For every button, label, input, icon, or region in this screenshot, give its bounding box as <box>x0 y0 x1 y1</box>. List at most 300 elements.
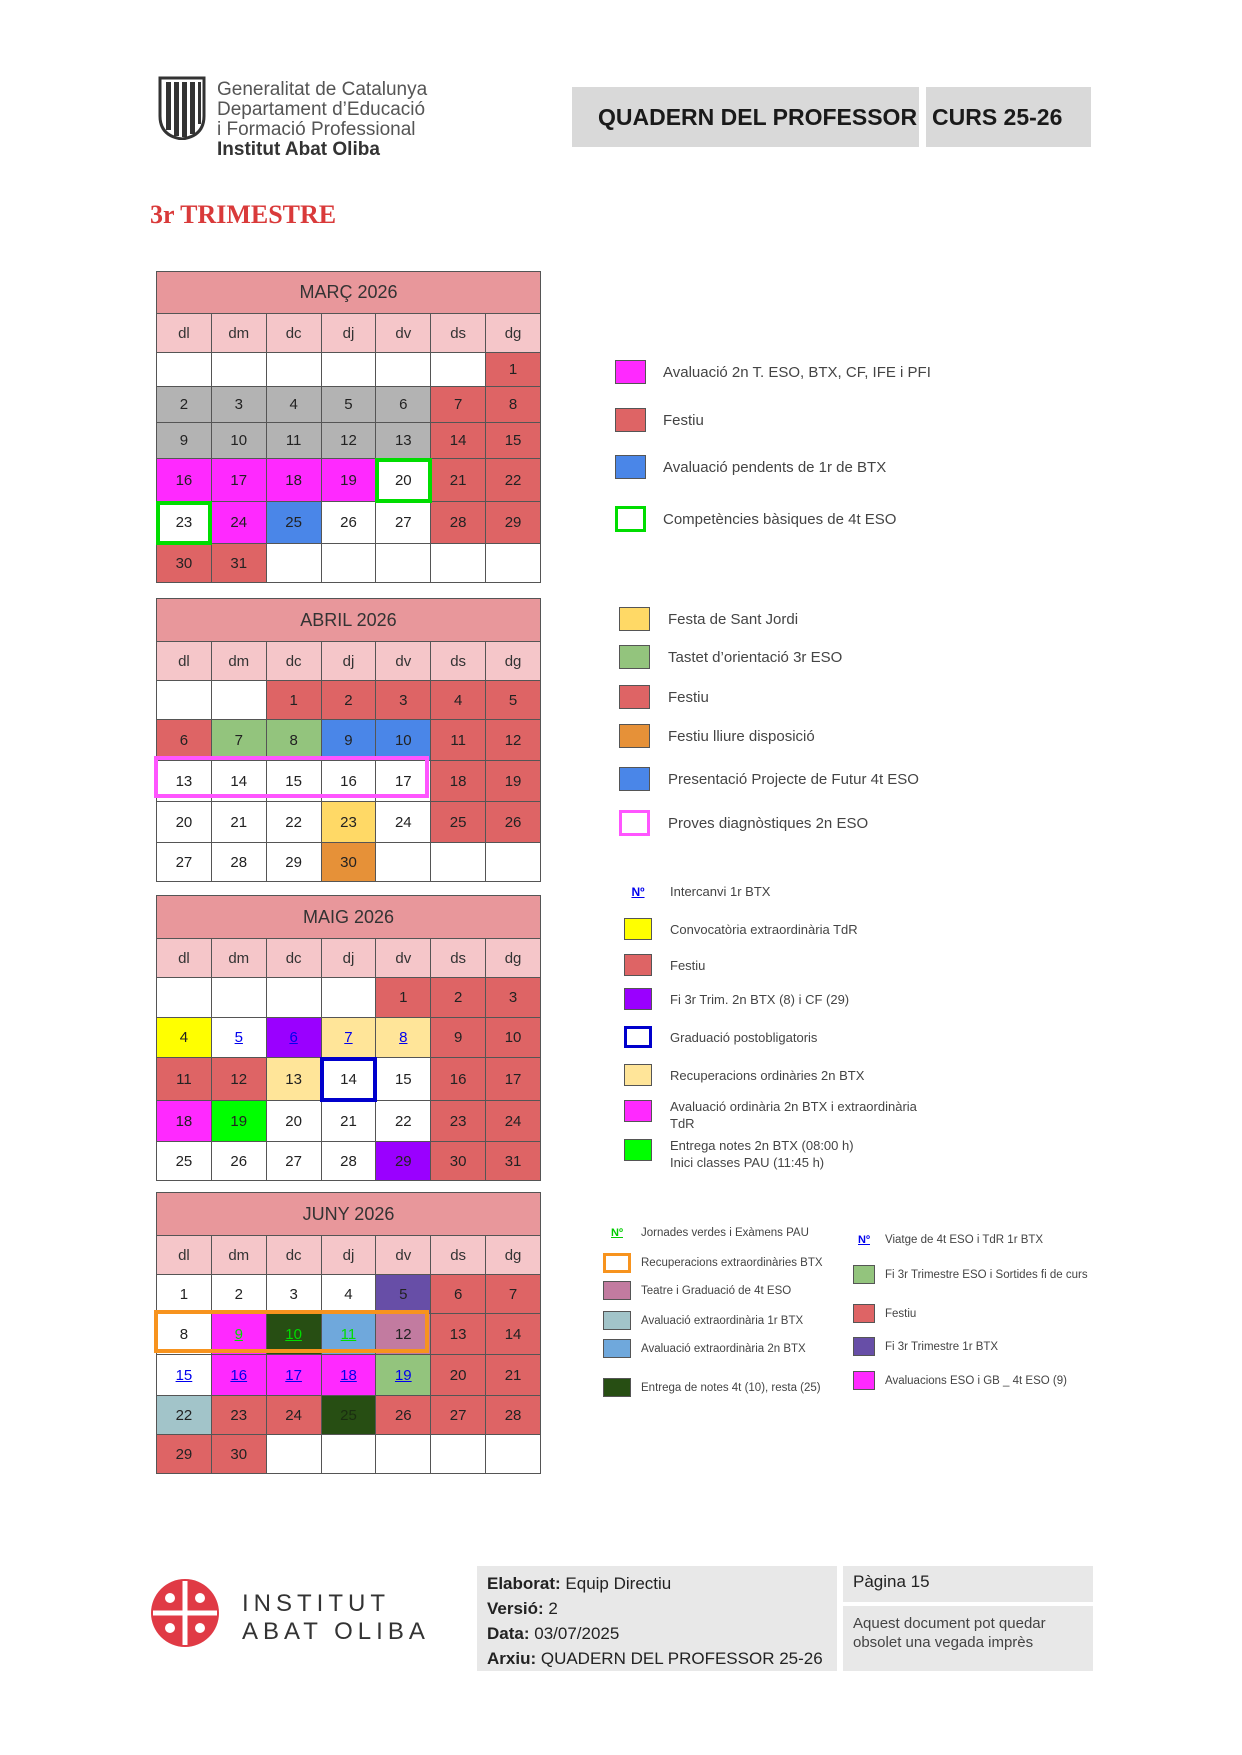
calendar-day-number: 18 <box>449 772 467 790</box>
calendar-day-cell <box>266 544 321 583</box>
legend-april-item-5 <box>619 767 919 791</box>
legend-swatch <box>615 506 646 532</box>
calendar-day-number: 17 <box>394 772 412 790</box>
legend-june-right-item-2 <box>853 1265 1088 1284</box>
legend-may-item-7 <box>624 1098 917 1132</box>
calendar-day-cell <box>431 1018 486 1058</box>
calendar-day-number: 16 <box>230 1366 248 1384</box>
calendar-day-cell <box>321 423 376 459</box>
legend-label: Proves diagnòstiques 2n ESO <box>668 814 869 832</box>
calendar-day-cell <box>211 459 266 502</box>
calendar-day-cell <box>376 1142 431 1181</box>
calendar-day-cell <box>486 1435 541 1474</box>
calendar-day-number: 30 <box>175 554 193 572</box>
weekday-header: dl <box>157 642 212 681</box>
calendar-day-cell <box>157 1142 212 1181</box>
legend-number-mark: Nº <box>858 1234 870 1246</box>
logo-line-2: Departament d’Educació <box>217 99 426 120</box>
abat-oliba-emblem-icon <box>150 1578 220 1648</box>
calendar-day-cell <box>211 1142 266 1181</box>
weekday-header: ds <box>431 1236 486 1275</box>
calendar-day-number: 29 <box>285 853 302 871</box>
calendar-day-number: 27 <box>175 853 193 871</box>
calendar-day-cell <box>266 459 321 502</box>
legend-label: Avaluació extraordinària 2n BTX <box>641 1342 806 1355</box>
legend-swatch <box>603 1281 631 1300</box>
calendar-day-cell <box>431 459 486 502</box>
calendar-day-number: 28 <box>340 1152 357 1170</box>
course-box: CURS 25-26 <box>926 87 1091 147</box>
calendar-day-cell <box>376 459 431 502</box>
legend-june-left-item-6 <box>603 1378 821 1397</box>
legend-label: Teatre i Graduació de 4t ESO <box>641 1284 792 1297</box>
calendar-day-cell <box>211 978 266 1018</box>
calendar-day-number: 9 <box>179 432 189 449</box>
footer-elaborat <box>487 1571 837 1596</box>
legend-swatch <box>603 1311 631 1330</box>
legend-may-item-5 <box>624 1026 817 1048</box>
weekday-header: ds <box>431 939 486 978</box>
legend-swatch <box>603 1253 631 1273</box>
calendar-day-number: 16 <box>449 1070 467 1088</box>
calendar-day-cell <box>211 502 266 544</box>
calendar-day-cell <box>486 1101 541 1142</box>
legend-label: Viatge de 4t ESO i TdR 1r BTX <box>885 1234 1044 1246</box>
calendar-day-cell <box>486 1142 541 1181</box>
footer-arxiu <box>487 1646 837 1671</box>
calendar-day-cell <box>266 1058 321 1101</box>
calendar-day-cell <box>431 1142 486 1181</box>
legend-swatch <box>853 1265 875 1284</box>
calendar-day-cell <box>157 1355 212 1396</box>
calendar-day-cell <box>211 423 266 459</box>
calendar-day-cell <box>157 1396 212 1435</box>
footer-data <box>487 1621 837 1646</box>
calendar-day-number: 23 <box>175 514 193 531</box>
calendar-day-number: 8 <box>289 731 298 749</box>
calendar-day-number: 23 <box>449 1112 467 1130</box>
calendar-day-cell <box>266 502 321 544</box>
calendar-day-number: 30 <box>340 853 357 871</box>
calendar-day-cell <box>431 978 486 1018</box>
calendar-day-number: 28 <box>504 1406 522 1424</box>
calendar-day-cell <box>266 1018 321 1058</box>
calendar-day-number: 10 <box>230 432 248 449</box>
calendar-day-cell <box>266 423 321 459</box>
calendar-day-number: 29 <box>394 1152 412 1170</box>
calendar-day-cell <box>266 720 321 761</box>
calendar-day-cell <box>486 1018 541 1058</box>
legend-swatch <box>624 1139 652 1161</box>
calendar-day-number: 14 <box>449 432 467 449</box>
calendar-day-cell <box>157 802 212 843</box>
calendar-day-number: 2 <box>344 691 353 709</box>
calendar-day-cell <box>211 1101 266 1142</box>
legend-swatch <box>603 1339 631 1358</box>
generalitat-logo <box>157 76 457 160</box>
legend-label: Competències bàsiques de 4t ESO <box>663 510 897 528</box>
calendar-day-number: 15 <box>504 432 522 449</box>
legend-label: Convocatòria extraordinària TdR <box>670 921 858 937</box>
calendar-day-cell <box>157 843 212 882</box>
calendar-day-number: 26 <box>230 1152 248 1170</box>
generalitat-emblem-icon <box>157 76 207 140</box>
legend-june-right-item-4 <box>853 1337 998 1356</box>
footer-versio <box>487 1596 837 1621</box>
calendar-day-cell <box>157 544 212 583</box>
calendar-day-cell <box>376 502 431 544</box>
calendar-day-number: 3 <box>508 989 518 1006</box>
calendar-day-cell <box>321 1314 376 1355</box>
legend-march-item-1 <box>615 360 931 384</box>
calendar-3 <box>156 895 541 1181</box>
calendar-day-number: 7 <box>453 396 463 413</box>
calendar-day-number: 6 <box>453 1285 463 1303</box>
calendar-day-number: 2 <box>179 396 189 413</box>
calendar-day-cell <box>266 1355 321 1396</box>
calendar-day-cell <box>266 978 321 1018</box>
legend-label: Avaluació extraordinària 1r BTX <box>641 1314 804 1327</box>
legend-label: Festa de Sant Jordi <box>668 610 799 628</box>
calendar-day-number: 13 <box>449 1325 467 1343</box>
calendar-day-cell <box>266 1396 321 1435</box>
calendar-day-cell <box>211 387 266 423</box>
legend-may-item-1 <box>624 884 770 899</box>
calendar-day-cell <box>376 387 431 423</box>
weekday-header: dv <box>376 314 431 353</box>
legend-june-right-item-3 <box>853 1304 916 1323</box>
footer-note <box>843 1606 1093 1671</box>
weekday-header: dg <box>486 314 541 353</box>
calendar-day-cell <box>321 353 376 387</box>
calendar-day-number: 5 <box>344 396 353 413</box>
legend-june-left-item-3 <box>603 1281 791 1300</box>
calendar-day-number: 24 <box>394 813 412 831</box>
calendar-day-cell <box>431 1314 486 1355</box>
calendar-day-cell <box>376 423 431 459</box>
calendar-day-number: 14 <box>340 1070 357 1088</box>
legend-label: Intercanvi 1r BTX <box>670 884 771 899</box>
calendar-day-number: 31 <box>504 1152 522 1170</box>
calendar-day-number: 25 <box>285 514 302 531</box>
calendar-day-cell <box>486 353 541 387</box>
calendar-day-number: 28 <box>230 853 248 871</box>
calendar-day-cell <box>157 423 212 459</box>
weekday-header: dg <box>486 1236 541 1275</box>
calendar-day-cell <box>321 387 376 423</box>
legend-label: Fi 3r Trimestre ESO i Sortides fi de curs <box>885 1268 1088 1281</box>
calendar-day-number: 4 <box>289 396 298 413</box>
footer-data-label: Data: <box>487 1624 530 1643</box>
calendar-day-number: 10 <box>504 1029 522 1046</box>
calendar-day-cell <box>157 761 212 802</box>
calendar-day-cell <box>376 978 431 1018</box>
calendar-day-cell <box>376 1396 431 1435</box>
calendar-day-cell <box>376 544 431 583</box>
calendar-day-number: 19 <box>340 471 357 489</box>
calendar-day-number: 19 <box>504 772 522 790</box>
calendar-day-cell <box>157 1101 212 1142</box>
weekday-header: dj <box>321 642 376 681</box>
legend-label: Avaluacions ESO i GB _ 4t ESO (9) <box>885 1374 1067 1387</box>
calendar-day-cell <box>321 459 376 502</box>
calendar-day-number: 13 <box>175 772 193 790</box>
logo-line-3: i Formació Professional <box>217 119 416 140</box>
calendar-day-cell <box>266 1101 321 1142</box>
legend-swatch <box>624 1100 652 1122</box>
calendar-day-number: 29 <box>175 1445 193 1463</box>
calendar-day-cell <box>486 387 541 423</box>
weekday-header: dm <box>211 939 266 978</box>
legend-swatch <box>615 408 646 432</box>
weekday-header: ds <box>431 314 486 353</box>
weekday-header: dv <box>376 642 431 681</box>
calendar-day-number: 24 <box>285 1406 302 1424</box>
calendar-day-cell <box>376 720 431 761</box>
weekday-header: dj <box>321 314 376 353</box>
calendar-day-cell <box>376 681 431 720</box>
calendar-day-number: 25 <box>175 1152 193 1170</box>
legend-may-item-3 <box>624 954 705 976</box>
legend-june-right-item-5 <box>853 1371 1067 1390</box>
legend-label: Fi 3r Trimestre 1r BTX <box>885 1340 999 1353</box>
calendar-day-cell <box>157 1275 212 1314</box>
calendar-day-number: 31 <box>230 554 248 572</box>
calendar-day-cell <box>211 1058 266 1101</box>
calendar-day-cell <box>486 761 541 802</box>
weekday-header: dg <box>486 642 541 681</box>
calendar-day-cell <box>376 1275 431 1314</box>
calendar-day-cell <box>431 720 486 761</box>
calendar-day-number: 12 <box>504 731 522 749</box>
legend-number-mark: Nº <box>631 884 645 899</box>
calendar-day-cell <box>157 387 212 423</box>
calendar-day-number: 26 <box>394 1406 412 1424</box>
calendar-day-cell <box>266 802 321 843</box>
legend-swatch <box>624 988 652 1010</box>
calendar-day-cell <box>486 1355 541 1396</box>
legend-swatch <box>619 767 650 791</box>
calendar-1 <box>156 271 541 583</box>
footer-logo-line-1: INSTITUT <box>242 1590 390 1617</box>
calendar-day-cell <box>376 1355 431 1396</box>
weekday-header: dl <box>157 939 212 978</box>
calendar-day-cell <box>321 1018 376 1058</box>
calendar-day-number: 24 <box>504 1112 522 1130</box>
calendar-day-cell <box>486 843 541 882</box>
legend-april-item-3 <box>619 685 709 709</box>
footer-note-line-2: obsolet una vegada imprès <box>853 1634 1034 1651</box>
calendar-day-cell <box>321 1101 376 1142</box>
calendar-day-number: 7 <box>344 1029 353 1046</box>
calendar-day-cell <box>376 1435 431 1474</box>
calendar-day-cell <box>431 502 486 544</box>
legend-label: Festiu <box>885 1307 917 1320</box>
legend-swatch <box>853 1304 875 1323</box>
calendar-day-cell <box>486 720 541 761</box>
calendar-day-number: 6 <box>179 731 189 749</box>
footer-versio-value: 2 <box>543 1599 558 1618</box>
logo-line-1: Generalitat de Catalunya <box>217 79 428 100</box>
calendar-day-cell <box>266 1142 321 1181</box>
calendar-day-number: 4 <box>453 691 463 709</box>
legend-april-item-1 <box>619 607 798 631</box>
calendar-day-number: 14 <box>504 1325 522 1343</box>
calendar-day-cell <box>321 1396 376 1435</box>
calendar-day-cell <box>157 459 212 502</box>
calendar-day-number: 20 <box>394 471 412 489</box>
legend-label-line-1: Entrega notes 2n BTX (08:00 h) <box>670 1138 854 1153</box>
calendar-day-cell <box>486 544 541 583</box>
legend-may-item-6 <box>624 1064 864 1086</box>
calendar-day-number: 1 <box>179 1285 189 1303</box>
calendar-day-number: 5 <box>399 1285 408 1303</box>
calendar-day-cell <box>321 681 376 720</box>
weekday-header: dc <box>266 642 321 681</box>
legend-label: Festiu <box>668 688 709 706</box>
calendar-day-number: 5 <box>234 1029 243 1046</box>
legend-label-line-2: Inici classes PAU (11:45 h) <box>670 1155 825 1170</box>
legend-may-item-8 <box>624 1137 854 1171</box>
calendar-day-number: 27 <box>449 1406 467 1424</box>
calendar-day-cell <box>486 502 541 544</box>
legend-swatch <box>603 1378 631 1397</box>
legend-swatch <box>624 1026 652 1048</box>
calendar-day-number: 9 <box>234 1325 243 1343</box>
calendar-day-number: 16 <box>175 471 193 489</box>
calendar-day-cell <box>431 802 486 843</box>
legend-april-item-6 <box>619 810 868 836</box>
calendar-day-number: 22 <box>285 813 302 831</box>
calendar-day-cell <box>266 353 321 387</box>
legend-label: Tastet d’orientació 3r ESO <box>668 648 843 666</box>
legend-june-left-item-4 <box>603 1311 803 1330</box>
calendar-day-number: 18 <box>340 1366 357 1384</box>
legend-label <box>670 1137 854 1171</box>
calendar-day-cell <box>211 353 266 387</box>
calendar-day-cell <box>431 423 486 459</box>
calendar-day-number: 17 <box>504 1070 522 1088</box>
legend-label: Avaluació pendents de 1r de BTX <box>663 458 887 476</box>
calendar-day-number: 20 <box>175 813 193 831</box>
calendar-day-number: 11 <box>450 731 466 749</box>
calendar-day-number: 25 <box>340 1406 357 1424</box>
legend-swatch <box>619 685 650 709</box>
calendar-day-number: 10 <box>285 1325 302 1343</box>
calendar-day-number: 12 <box>394 1325 412 1343</box>
calendar-day-cell <box>486 1058 541 1101</box>
calendar-day-cell <box>266 1435 321 1474</box>
footer-elaborat-label: Elaborat: <box>487 1574 561 1593</box>
calendar-day-number: 19 <box>230 1112 248 1130</box>
footer-note-line-1: Aquest document pot quedar <box>853 1615 1046 1632</box>
calendar-day-cell <box>266 761 321 802</box>
calendar-day-cell <box>157 720 212 761</box>
doc-title-box: QUADERN DEL PROFESSOR <box>572 87 919 147</box>
calendar-day-cell <box>321 544 376 583</box>
weekday-header: dm <box>211 1236 266 1275</box>
calendar-2 <box>156 598 541 882</box>
footer-institute-logo <box>150 1578 430 1658</box>
calendar-day-cell <box>431 1355 486 1396</box>
calendar-day-number: 6 <box>289 1029 298 1046</box>
calendar-day-number: 9 <box>344 731 353 749</box>
calendar-day-number: 4 <box>344 1285 353 1303</box>
footer-versio-label: Versió: <box>487 1599 544 1618</box>
calendar-day-cell <box>157 1435 212 1474</box>
legend-swatch <box>624 954 652 976</box>
calendar-day-number: 17 <box>230 471 248 489</box>
calendar-day-cell <box>321 1058 376 1101</box>
legend-april-item-2 <box>619 645 842 669</box>
legend-swatch <box>619 810 650 836</box>
legend-label: Recuperacions extraordinàries BTX <box>641 1257 823 1269</box>
calendar-day-cell <box>157 502 212 544</box>
calendar-day-number: 21 <box>230 813 248 831</box>
calendar-month-title: JUNY 2026 <box>157 1193 541 1236</box>
calendar-day-cell <box>211 1396 266 1435</box>
calendar-day-cell <box>321 1355 376 1396</box>
calendar-day-number: 30 <box>449 1152 467 1170</box>
legend-april-item-4 <box>619 724 815 748</box>
calendar-day-cell <box>486 978 541 1018</box>
calendar-day-cell <box>321 720 376 761</box>
legend-number-mark: Nº <box>611 1227 623 1239</box>
calendar-day-cell <box>376 1018 431 1058</box>
footer-logo-text <box>242 1590 430 1646</box>
legend-swatch <box>624 1064 652 1086</box>
calendar-day-number: 17 <box>285 1366 302 1384</box>
calendar-day-number: 14 <box>230 772 248 790</box>
calendar-month-title: ABRIL 2026 <box>157 599 541 642</box>
calendar-day-cell <box>211 1314 266 1355</box>
calendar-day-number: 2 <box>453 989 463 1006</box>
calendar-day-cell <box>321 978 376 1018</box>
weekday-header: dm <box>211 314 266 353</box>
calendar-day-cell <box>376 1058 431 1101</box>
section-title: 3r TRIMESTRE <box>150 200 337 229</box>
calendar-day-cell <box>211 843 266 882</box>
calendar-month-title: MARÇ 2026 <box>157 272 541 314</box>
calendar-day-cell <box>157 978 212 1018</box>
calendar-day-cell <box>157 1314 212 1355</box>
calendar-day-number: 5 <box>508 691 518 709</box>
weekday-header: dc <box>266 939 321 978</box>
calendar-day-number: 8 <box>179 1325 189 1343</box>
calendar-day-number: 24 <box>230 514 248 531</box>
legend-march-item-2 <box>615 408 704 432</box>
calendar-day-number: 1 <box>399 989 408 1006</box>
legend-march-item-3 <box>615 455 886 479</box>
calendar-day-number: 21 <box>449 471 467 489</box>
calendar-day-number: 11 <box>285 432 302 449</box>
calendar-day-number: 8 <box>508 396 518 413</box>
calendar-day-cell <box>376 353 431 387</box>
calendar-day-number: 12 <box>230 1070 248 1088</box>
calendar-day-cell <box>211 1275 266 1314</box>
calendar-day-number: 22 <box>175 1406 193 1424</box>
weekday-header: dm <box>211 642 266 681</box>
legend-swatch <box>619 645 650 669</box>
calendar-day-cell <box>431 353 486 387</box>
calendar-day-number: 3 <box>234 396 243 413</box>
legend-swatch <box>619 724 650 748</box>
calendar-day-number: 28 <box>449 514 467 531</box>
calendar-day-cell <box>486 1314 541 1355</box>
calendar-day-cell <box>431 1101 486 1142</box>
calendar-day-cell <box>321 502 376 544</box>
calendar-day-cell <box>431 1396 486 1435</box>
